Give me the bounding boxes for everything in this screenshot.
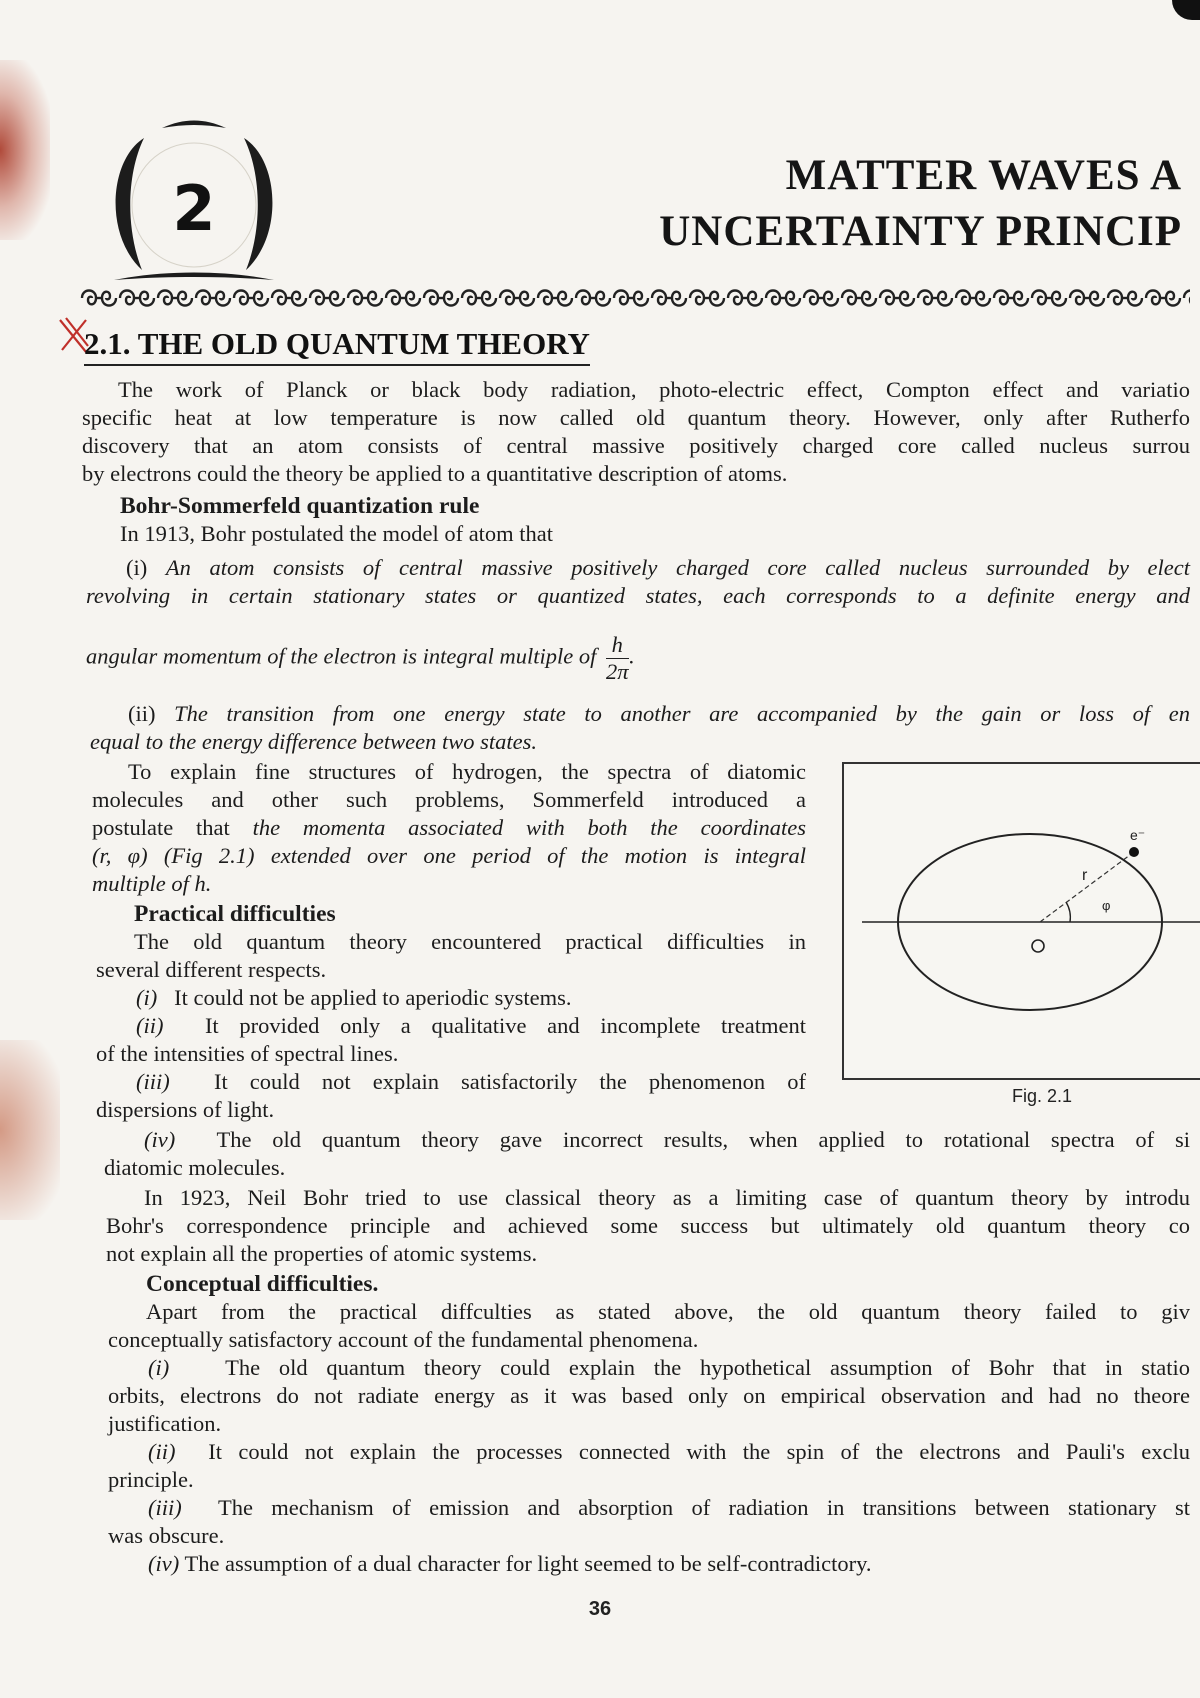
item-text: It provided only a qualitative and incomplete treatment (204, 1013, 807, 1038)
item-text: principle. (108, 1467, 194, 1492)
item-label: (iv) (148, 1551, 180, 1576)
chapter-badge (104, 120, 284, 290)
intro-line: by electrons could the theory be applied to a quantitative description of atoms. (82, 461, 788, 486)
bohr-postulate-1 (86, 554, 1190, 610)
item-text: The old quantum theory gave incorrect results, when applied to rotational spectra of si (216, 1127, 1190, 1152)
item-label: (iii) (136, 1069, 170, 1094)
sommerfeld-italic: the momenta associated with both the coordinates (252, 815, 806, 840)
intro-paragraph (82, 376, 1190, 488)
label-phi: φ (1102, 898, 1111, 913)
h-over-2pi-fraction (606, 632, 629, 685)
figure-orbit-diagram (842, 762, 1200, 1080)
sommerfeld-italic: multiple of h. (92, 871, 212, 896)
practical-difficulties (96, 900, 806, 1124)
fraction-denominator: 2π (605, 659, 629, 684)
correspondence-line: not explain all the properties of atomic systems. (106, 1241, 538, 1266)
page-number: 36 (588, 1598, 612, 1620)
corner-shadow (1172, 0, 1200, 20)
bohr-heading: Bohr-Sommerfeld quantization rule (120, 493, 480, 519)
item-label: (iv) (144, 1127, 176, 1152)
item-text: was obscure. (108, 1523, 225, 1548)
sommerfeld-line: postulate that (92, 815, 230, 840)
conceptual-difficulties (108, 1270, 1190, 1578)
label-electron: e⁻ (1130, 827, 1146, 843)
figure-caption: Fig. 2.1 (1012, 1086, 1073, 1106)
item-label: (ii) (136, 1013, 164, 1038)
conceptual-line: Apart from the practical diffculties as stated above, the old quantum theory failed to giv (146, 1299, 1190, 1324)
practical-item-iv (104, 1126, 1190, 1182)
ornament-border (80, 284, 1190, 312)
conceptual-line: conceptually satisfactory account of the fundamental phenomena. (108, 1327, 699, 1352)
item-text: The old quantum theory could explain the hypothetical assumption of Bohr that in statio (225, 1355, 1190, 1380)
postulate-text: revolving in certain stationary states or quantized states, each corresponds to a definite energy and (86, 583, 1190, 608)
label-r: r (1082, 867, 1088, 884)
chapter-title-line2: UNCERTAINTY PRINCIP (659, 208, 1182, 255)
practical-line: The old quantum theory encountered practical difficulties in (134, 929, 806, 954)
item-text: orbits, electrons do not radiate energy as it was based only on empirical observation and had no theore (108, 1383, 1190, 1408)
postulate-label: (ii) (128, 701, 156, 726)
item-text: It could not explain the processes connected with the spin of the electrons and Pauli's exclu (208, 1439, 1191, 1464)
correspondence-line: In 1923, Neil Bohr tried to use classical theory as a limiting case of quantum theory by introdu (144, 1185, 1190, 1210)
sommerfeld-italic: (r, φ) (Fig 2.1) extended over one period of the motion is integral (92, 843, 806, 868)
postulate-text: The transition from one energy state to another are accompanied by the gain or loss of en (174, 701, 1190, 726)
conceptual-heading: Conceptual difficulties. (146, 1271, 379, 1297)
elliptical-orbit-diagram (844, 764, 1200, 1074)
item-text: of the intensities of spectral lines. (96, 1041, 399, 1066)
section-title: 2.1. THE OLD QUANTUM THEORY (84, 326, 590, 366)
chapter-title (659, 148, 1182, 260)
item-label: (i) (148, 1355, 170, 1380)
intro-line: specific heat at low temperature is now called old quantum theory. However, only after Rutherfo (82, 405, 1190, 430)
item-text: justification. (108, 1411, 222, 1436)
chapter-title-line1: MATTER WAVES A (785, 152, 1182, 199)
item-text: diatomic molecules. (104, 1155, 286, 1180)
postulate-label: (i) (126, 555, 148, 580)
sommerfeld-line: molecules and other such problems, Sommerfeld introduced a (92, 787, 806, 812)
item-label: (ii) (148, 1439, 176, 1464)
bohr-postulate-1-end: angular momentum of the electron is integral multiple of $\frac{h}{2\pi}$ . (86, 632, 635, 684)
item-label: (iii) (148, 1495, 182, 1520)
item-text: It could not be applied to aperiodic systems. (174, 985, 572, 1010)
sommerfeld-line: To explain fine structures of hydrogen, the spectra of diatomic (128, 759, 806, 784)
intro-line: discovery that an atom consists of central massive positively charged core called nucleus surrou (82, 433, 1190, 458)
intro-line: The work of Planck or black body radiation, photo-electric effect, Compton effect and variatio (118, 377, 1190, 402)
correspondence-line: Bohr's correspondence principle and achieved some success but ultimately old quantum theory co (106, 1213, 1190, 1238)
postulate-text: angular momentum of the electron is integral multiple of (86, 643, 597, 669)
practical-heading: Practical difficulties (134, 901, 336, 927)
postulate-text: equal to the energy difference between two states. (90, 729, 537, 754)
correspondence-paragraph (106, 1184, 1190, 1268)
finger-shadow (0, 1040, 60, 1220)
item-text: The mechanism of emission and absorption of radiation in transitions between stationary st (217, 1495, 1191, 1520)
fraction-numerator: h (606, 632, 629, 659)
bohr-heading-block (120, 492, 1190, 548)
page-edge-shadow (0, 60, 50, 240)
practical-line: several different respects. (96, 957, 327, 982)
item-text: dispersions of light. (96, 1097, 275, 1122)
item-label: (i) (136, 985, 158, 1010)
item-text: It could not explain satisfactorily the phenomenon of (213, 1069, 806, 1094)
bohr-postulate-2 (90, 700, 1190, 756)
bohr-lead: In 1913, Bohr postulated the model of atom that (120, 521, 554, 546)
item-text: The assumption of a dual character for light seemed to be self-contradictory. (184, 1551, 872, 1576)
postulate-text: An atom consists of central massive positively charged core called nucleus surrounded by elect (165, 555, 1190, 580)
chapter-number: 2 (172, 172, 216, 245)
sommerfeld-paragraph (92, 758, 806, 898)
